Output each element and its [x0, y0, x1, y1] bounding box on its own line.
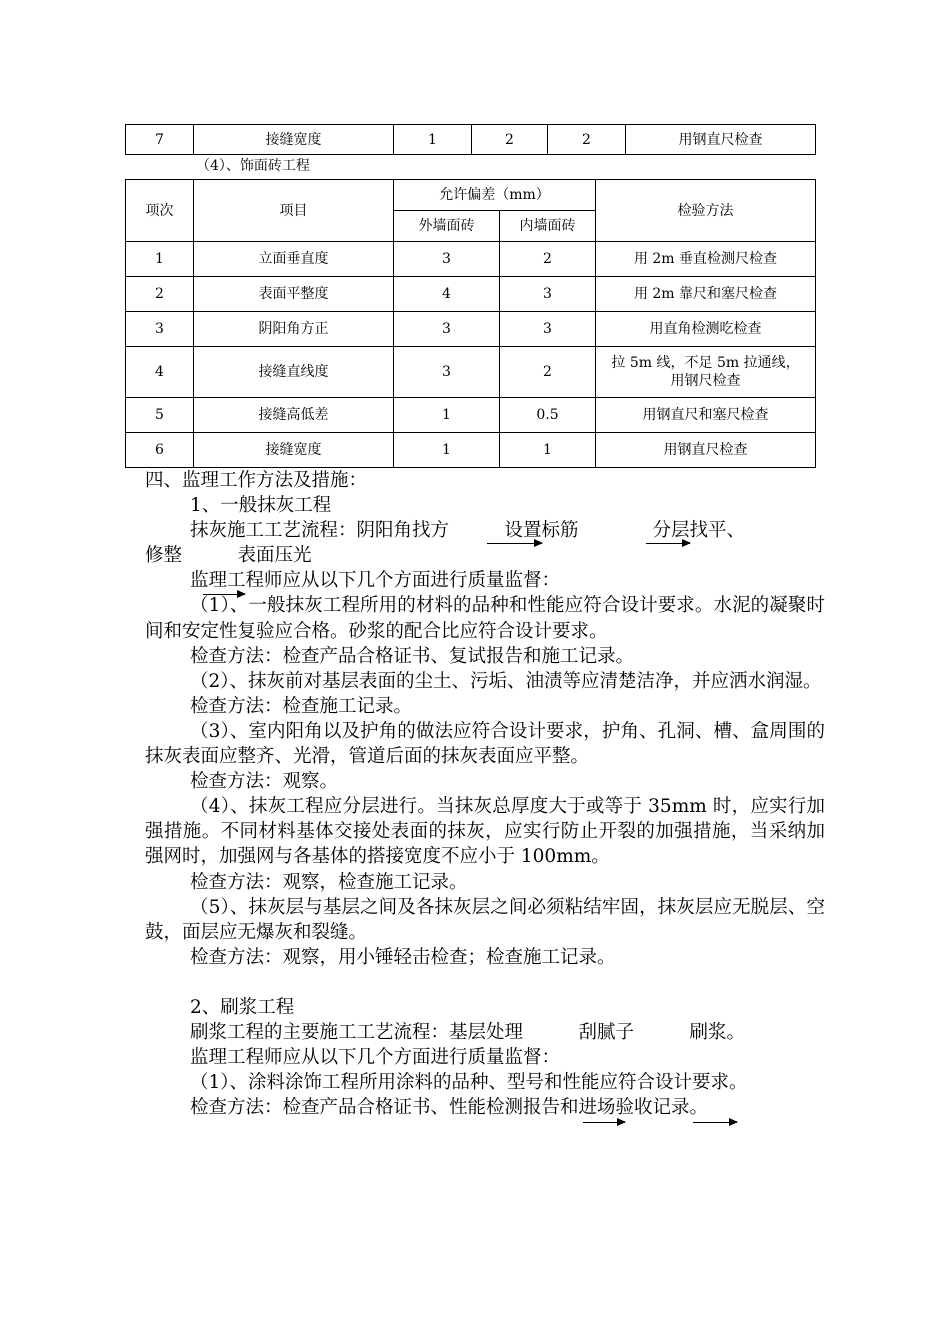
cell-value: 2: [472, 125, 548, 155]
cell-inner: 2: [500, 242, 596, 277]
cell-item: 阴阳角方正: [194, 312, 394, 347]
table-header-row: [126, 180, 816, 211]
paragraph: （4）、抹灰工程应分层进行。当抹灰总厚度大于或等于 35mm 时，应实行加强措施。不同材料基体交接处表面的抹灰，应实行防止开裂的加强措施，当采纳加强网时，加强网与各基体的搭接宽度不应小于 100mm。: [145, 796, 825, 868]
table-row: [126, 242, 816, 277]
subsection-heading: 1、一般抹灰工程: [190, 495, 332, 517]
cell-inner: 2: [500, 347, 596, 398]
flow-arrow-icon: [693, 1122, 737, 1123]
flow-line: 修整 表面压光: [145, 545, 312, 567]
cell-item: 立面垂直度: [194, 242, 394, 277]
cell-method: 用钢直尺检查: [596, 433, 816, 468]
spacer: [145, 970, 825, 995]
cell-no: 4: [126, 347, 194, 398]
cell-inner: 0.5: [500, 398, 596, 433]
table-row: [126, 433, 816, 468]
cell-item: 表面平整度: [194, 277, 394, 312]
section-heading: 四、监理工作方法及措施：: [145, 470, 368, 491]
cell-no: 6: [126, 433, 194, 468]
cell-no: 2: [126, 277, 194, 312]
header-seq: 项次: [126, 180, 194, 242]
cell-inner: 3: [500, 277, 596, 312]
body-text: [145, 468, 825, 1120]
cell-item: 接缝宽度: [194, 125, 394, 155]
table-row: [126, 312, 816, 347]
flow-arrow-icon: [203, 594, 245, 595]
cell-method: 用直角检测吃检查: [596, 312, 816, 347]
paragraph: 监理工程师应从以下几个方面进行质量监督：: [190, 1047, 561, 1069]
cell-no: 5: [126, 398, 194, 433]
table-row: [126, 125, 816, 155]
header-inner: 内墙面砖: [500, 211, 596, 242]
flow-arrow-icon: [646, 543, 690, 544]
method-line: 用钢尺检查: [670, 373, 741, 389]
paragraph: 监理工程师应从以下几个方面进行质量监督：: [190, 570, 561, 592]
cell-value: 1: [394, 125, 472, 155]
cell-inner: 3: [500, 312, 596, 347]
table-row: [126, 398, 816, 433]
cell-outer: 3: [394, 347, 500, 398]
header-outer: 外墙面砖: [394, 211, 500, 242]
header-item: 项目: [194, 180, 394, 242]
cell-outer: 3: [394, 312, 500, 347]
paragraph: （1）、一般抹灰工程所用的材料的品种和性能应符合设计要求。水泥的凝聚时间和安定性复验应合格。砂浆的配合比应符合设计要求。: [145, 595, 825, 642]
check-method: 检查方法：检查施工记录。: [190, 695, 413, 717]
cell-inner: 1: [500, 433, 596, 468]
tile-tolerance-table: [125, 179, 816, 468]
cell-outer: 3: [394, 242, 500, 277]
header-method: 检验方法: [596, 180, 816, 242]
check-method: 检查方法：检查产品合格证书、性能检测报告和进场验收记录。: [190, 1097, 709, 1119]
cell-outer: 1: [394, 398, 500, 433]
check-method: 检查方法：观察，用小锤轻击检查；检查施工记录。: [190, 946, 616, 968]
cell-no: 1: [126, 242, 194, 277]
cell-method: 用钢直尺和塞尺检查: [596, 398, 816, 433]
cell-no: 7: [126, 125, 194, 155]
paragraph: （1）、涂料涂饰工程所用涂料的品种、型号和性能应符合设计要求。: [190, 1072, 748, 1094]
table-row: [126, 347, 816, 398]
cell-no: 3: [126, 312, 194, 347]
cell-item: 接缝高低差: [194, 398, 394, 433]
subsection-heading: 2、刷浆工程: [190, 996, 295, 1018]
cell-item: 接缝宽度: [194, 433, 394, 468]
check-method: 检查方法：检查产品合格证书、复试报告和施工记录。: [190, 645, 635, 667]
section-4-title: （4）、饰面砖工程: [196, 158, 310, 174]
cell-outer: 4: [394, 277, 500, 312]
paragraph: （2）、抹灰前对基层表面的尘土、污垢、油渍等应清楚洁净，并应洒水润湿。: [190, 670, 822, 692]
header-tolerance: 允许偏差（mm）: [394, 180, 596, 211]
check-method: 检查方法：观察。: [190, 771, 339, 793]
flow-line: 刷浆工程的主要施工工艺流程：基层处理 刮腻子 刷浆。: [190, 1021, 746, 1043]
check-method: 检查方法：观察，检查施工记录。: [190, 871, 468, 893]
cell-outer: 1: [394, 433, 500, 468]
flow-arrow-icon: [487, 543, 542, 544]
flow-line: 抹灰施工工艺流程：阴阳角找方 设置标筋 分层找平、: [190, 520, 746, 542]
paragraph: （5）、抹灰层与基层之间及各抹灰层之间必须粘结牢固，抹灰层应无脱层、空鼓，面层应无爆灰和裂缝。: [145, 896, 825, 943]
cell-method: 用 2m 靠尺和塞尺检查: [596, 277, 816, 312]
table-row: [126, 277, 816, 312]
cell-method: [596, 347, 816, 398]
cell-method: 用 2m 垂直检测尺检查: [596, 242, 816, 277]
flow-arrow-icon: [583, 1122, 625, 1123]
cell-value: 2: [548, 125, 626, 155]
tolerance-table-continued: [125, 124, 816, 155]
paragraph: （3）、室内阳角以及护角的做法应符合设计要求，护角、孔洞、槽、盒周围的抹灰表面应整齐、光滑，管道后面的抹灰表面应平整。: [145, 720, 825, 768]
method-line: 拉 5m 线，不足 5m 拉通线，: [611, 355, 800, 371]
cell-item: 接缝直线度: [194, 347, 394, 398]
cell-method: 用钢直尺检查: [626, 125, 816, 155]
